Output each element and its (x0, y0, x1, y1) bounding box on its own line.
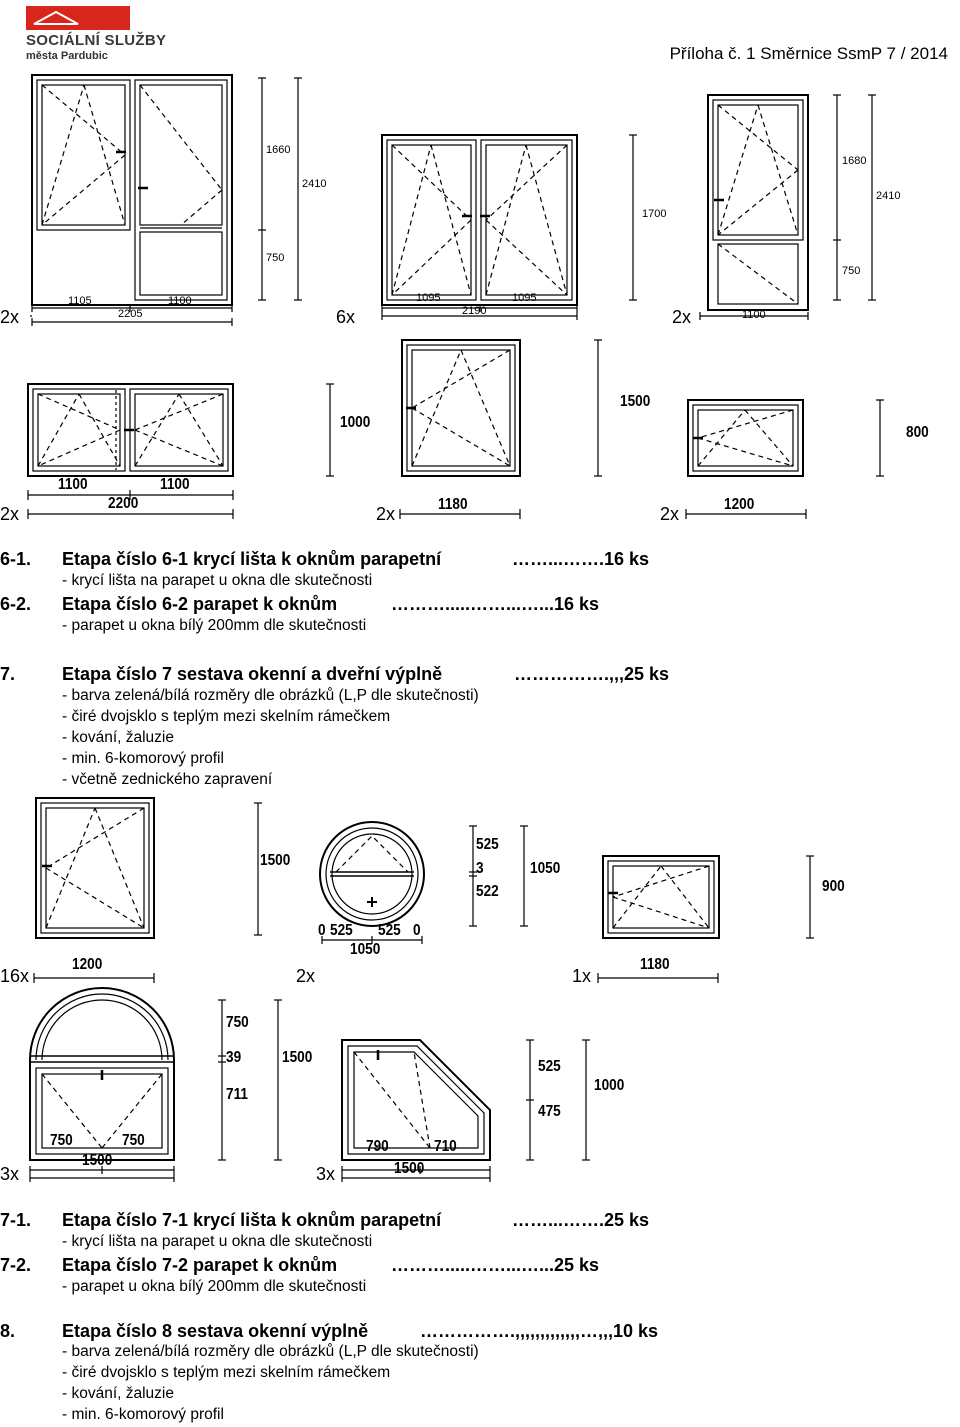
quantity-label: 2x (660, 504, 680, 524)
dim-label: 710 (434, 1138, 457, 1155)
dim-label: 790 (366, 1138, 389, 1155)
quantity-label: 3x (0, 1164, 20, 1184)
section-title: Etapa číslo 7-2 parapet k oknům (62, 1255, 338, 1275)
dim-label: 2410 (876, 190, 901, 202)
attachment-reference: Příloha č. 1 Směrnice SsmP 7 / 2014 (669, 44, 948, 63)
dim-label: 0 (318, 922, 326, 939)
section-title: Etapa číslo 8 sestava okenní výplně (62, 1321, 369, 1341)
drawing-window-2200 (28, 384, 334, 519)
quantity-label: 1x (572, 966, 592, 986)
dim-label: 1050 (530, 860, 561, 877)
section-number: 8. (0, 1321, 16, 1341)
dim-label: 1500 (82, 1152, 113, 1169)
section-quantity: ……...…….16 ks (512, 549, 650, 569)
dim-label: 3 (476, 860, 484, 877)
section-quantity: ……….....……...…...25 ks (391, 1255, 600, 1275)
section-item: - krycí lišta na parapet u okna dle skutečnosti (62, 1233, 373, 1250)
dim-label: 750 (842, 265, 861, 277)
dim-label: 1000 (340, 414, 371, 431)
quantity-label: 2x (0, 504, 20, 524)
section-number: 7-1. (0, 1210, 32, 1230)
section-quantity: …………….,,,25 ks (514, 664, 670, 684)
dim-label: 1660 (266, 144, 291, 156)
section-item: - barva zelená/bílá rozměry dle obrázků (L,P dle skutečnosti) (62, 1343, 479, 1360)
section-item: - min. 6-komorový profil (62, 750, 224, 767)
section-number: 7-2. (0, 1255, 32, 1275)
drawing-window-1200 (686, 400, 884, 519)
dim-label: 750 (266, 252, 285, 264)
quantity-label: 3x (316, 1164, 336, 1184)
section-item: - min. 6-komorový profil (62, 1406, 224, 1423)
dim-label: 711 (226, 1086, 248, 1103)
section-title: Etapa číslo 7 sestava okenní a dveřní výplně (62, 664, 443, 684)
dim-label: 1680 (842, 155, 867, 167)
quantity-label: 2x (0, 307, 20, 327)
dim-label: 1180 (438, 496, 468, 513)
dim-label: 1200 (724, 496, 755, 513)
quantity-label: 16x (0, 966, 30, 986)
drawing-window-1180 (400, 340, 602, 519)
section-item: - čiré dvojsklo s teplým mezi skelním rámečkem (62, 1364, 391, 1381)
dim-label: 1050 (350, 941, 381, 958)
section-title: Etapa číslo 6-2 parapet k oknům (62, 594, 338, 614)
dim-label: 2200 (108, 495, 139, 512)
drawing-window-1200-mid (34, 798, 262, 983)
section-quantity: ……...…….25 ks (512, 1210, 650, 1230)
quantity-label: 2x (376, 504, 396, 524)
logo-subtext: města Pardubic (26, 50, 108, 62)
dim-label: 0 (413, 922, 421, 939)
section-title: Etapa číslo 6-1 krycí lišta k oknům parapetní (62, 549, 442, 569)
quantity-label: 2x (672, 307, 692, 327)
dim-label: 1200 (72, 956, 103, 973)
dim-label: 1500 (620, 393, 651, 410)
dim-label: 1500 (394, 1160, 425, 1177)
dim-label: 525 (476, 836, 499, 853)
logo-text: SOCIÁLNÍ SLUŽBY (26, 32, 167, 49)
dim-label: 2190 (462, 305, 487, 317)
dim-label: 525 (330, 922, 353, 939)
dim-label: 475 (538, 1103, 561, 1120)
section-item: - parapet u okna bílý 200mm dle skutečnosti (62, 617, 367, 634)
dim-label: 750 (122, 1132, 145, 1149)
section-item: - včetně zednického zapravení (62, 771, 273, 788)
section-item: - barva zelená/bílá rozměry dle obrázků (L,P dle skutečnosti) (62, 687, 479, 704)
section-item: - krycí lišta na parapet u okna dle skutečnosti (62, 572, 373, 589)
section-title: Etapa číslo 7-1 krycí lišta k oknům parapetní (62, 1210, 442, 1230)
dim-label: 1500 (282, 1049, 313, 1066)
drawing-window-1180-mid (598, 856, 814, 983)
section-number: 7. (0, 664, 16, 684)
dim-label: 525 (378, 922, 401, 939)
dim-label: 750 (50, 1132, 73, 1149)
section-item: - parapet u okna bílý 200mm dle skutečnosti (62, 1278, 367, 1295)
dim-label: 522 (476, 883, 499, 900)
section-quantity: ……….....……...…...16 ks (391, 594, 600, 614)
dim-label: 1105 (68, 295, 92, 307)
drawing-door-single (700, 95, 876, 320)
dim-label: 1700 (642, 208, 667, 220)
dim-label: 900 (822, 878, 845, 895)
section-number: 6-1. (0, 549, 32, 569)
dim-label: 1180 (640, 956, 670, 973)
dim-label: 525 (538, 1058, 561, 1075)
dim-label: 1095 (416, 292, 441, 304)
dim-label: 1100 (160, 476, 190, 493)
section-number: 6-2. (0, 594, 32, 614)
dim-label: 2205 (118, 308, 143, 320)
dim-label: 2410 (302, 178, 327, 190)
dim-label: 1095 (512, 292, 537, 304)
section-item: - čiré dvojsklo s teplým mezi skelním rámečkem (62, 708, 391, 725)
dim-label: 1500 (260, 852, 291, 869)
dim-label: 1100 (58, 476, 88, 493)
section-item: - kování, žaluzie (62, 1385, 174, 1402)
dim-label: 39 (226, 1049, 242, 1066)
drawing-balcony-door (30, 75, 302, 326)
dim-label: 1100 (168, 295, 192, 307)
dim-label: 1100 (742, 309, 766, 321)
section-quantity: …………….,,,,,,,,,,,,,…,,,10 ks (420, 1321, 659, 1341)
dim-label: 1000 (594, 1077, 625, 1094)
quantity-label: 2x (296, 966, 316, 986)
section-item: - kování, žaluzie (62, 729, 174, 746)
dim-label: 800 (906, 424, 929, 441)
quantity-label: 6x (336, 307, 356, 327)
dim-label: 750 (226, 1014, 249, 1031)
